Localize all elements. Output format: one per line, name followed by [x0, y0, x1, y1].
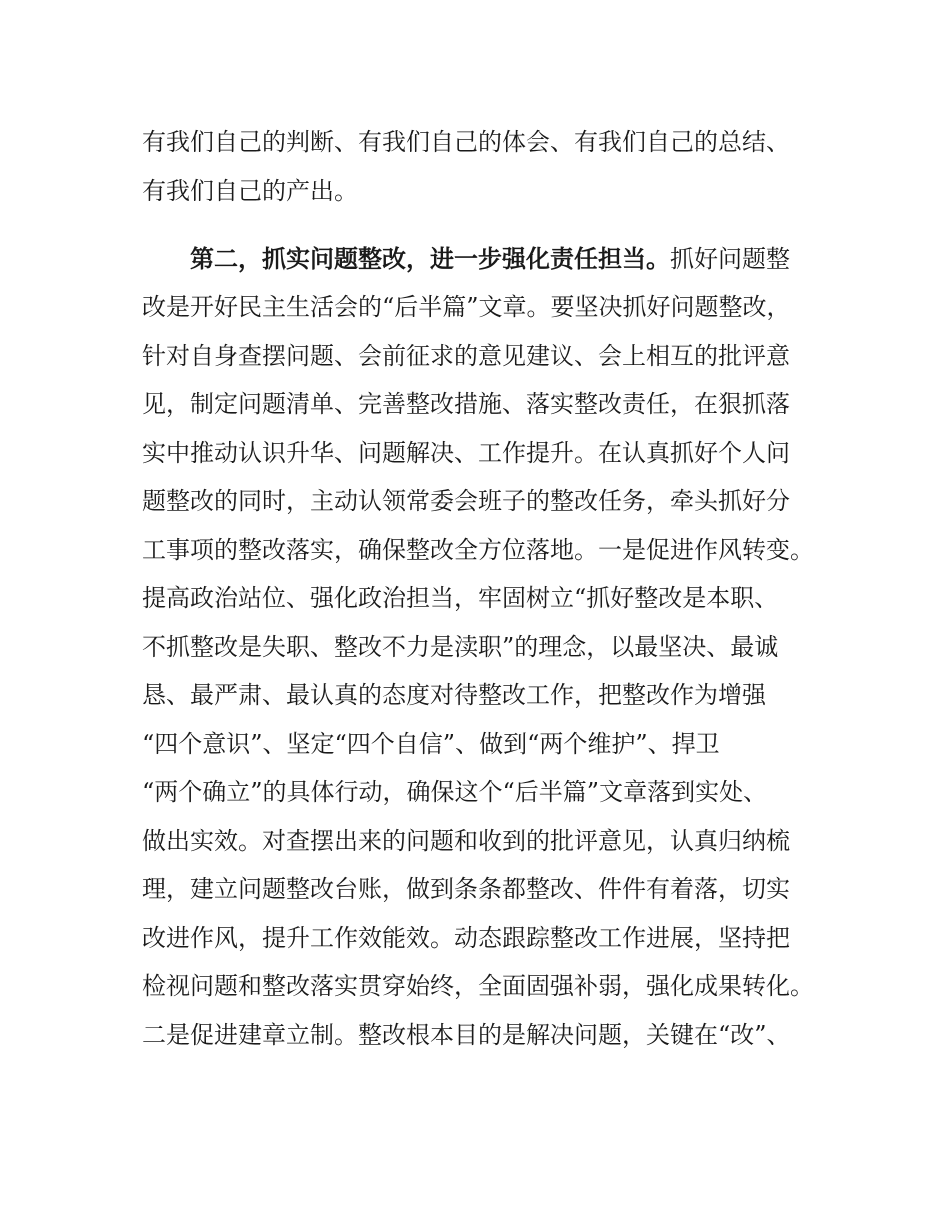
paragraph-2-heading: 第二，抓实问题整改，进一步强化责任担当。 [190, 245, 670, 273]
paragraph-2-line-12: “两个确立”的具体行动，确保这个“后半篇”文章落到实处、 [142, 778, 768, 806]
paragraph-2-line-9: 不抓整改是失职、整改不力是渎职”的理念，以最坚决、最诚 [142, 633, 779, 661]
paragraph-2-line-5: 实中推动认识升华、问题解决、工作提升。在认真抓好个人问 [142, 439, 790, 467]
paragraph-1-line-1: 有我们自己的判断、有我们自己的体会、有我们自己的总结、 [142, 128, 790, 156]
paragraph-2-line-6: 题整改的同时，主动认领常委会班子的整改任务，牵头抓好分 [142, 487, 790, 515]
paragraph-2-line-14: 理，建立问题整改台账，做到条条都整改、件件有着落，切实 [142, 875, 790, 903]
paragraph-2-line-1 [190, 244, 890, 274]
paragraph-2-line-2: 改是开好民主生活会的“后半篇”文章。要坚决抓好问题整改， [142, 293, 791, 321]
paragraph-2-line-3: 针对自身查摆问题、会前征求的意见建议、会上相互的批评意 [142, 342, 790, 370]
paragraph-2-line-15: 改进作风，提升工作效能效。动态跟踪整改工作进展，坚持把 [142, 924, 790, 952]
paragraph-2-line-17: 二是促进建章立制。整改根本目的是解决问题，关键在“改”、 [142, 1021, 791, 1049]
paragraph-2-line-11: “四个意识”、坚定“四个自信”、做到“两个维护”、捍卫 [142, 730, 720, 758]
paragraph-1-line-2: 有我们自己的产出。 [142, 177, 358, 205]
paragraph-2-line-8: 提高政治站位、强化政治担当，牢固树立“抓好整改是本职、 [142, 584, 779, 612]
paragraph-2-first-line-rest: 抓好问题整 [670, 245, 790, 273]
paragraph-2-line-7: 工事项的整改落实，确保整改全方位落地。一是促进作风转变。 [142, 536, 814, 564]
paragraph-2-line-16: 检视问题和整改落实贯穿始终，全面固强补弱，强化成果转化。 [142, 972, 814, 1000]
paragraph-2-line-13: 做出实效。对查摆出来的问题和收到的批评意见，认真归纳梳 [142, 827, 790, 855]
paragraph-2-line-4: 见，制定问题清单、完善整改措施、落实整改责任，在狠抓落 [142, 390, 790, 418]
paragraph-2-line-10: 恳、最严肃、最认真的态度对待整改工作，把整改作为增强 [142, 681, 766, 709]
